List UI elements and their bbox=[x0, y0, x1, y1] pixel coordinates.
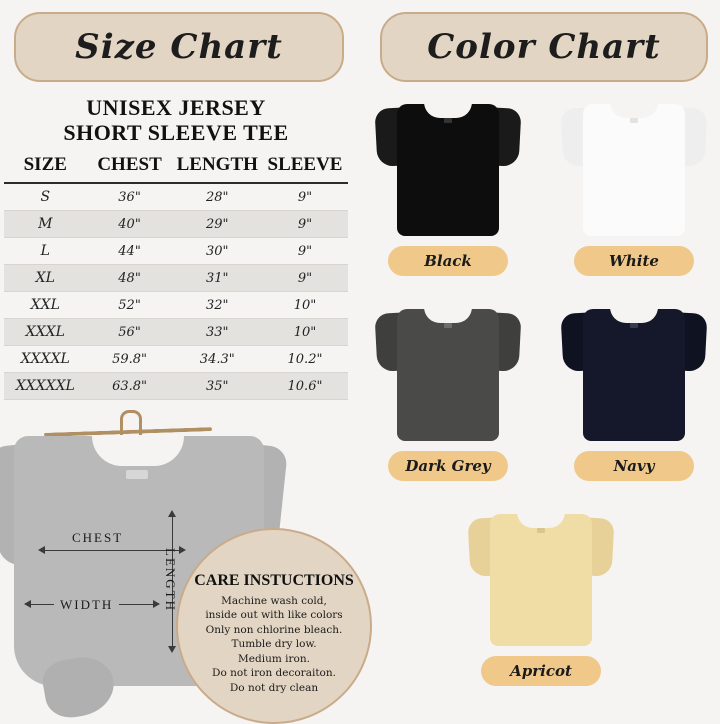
tshirt-torso bbox=[490, 514, 592, 646]
color-name-pill bbox=[574, 246, 694, 276]
chest-measure-line bbox=[42, 550, 182, 551]
care-instruction-line: Do not iron decoraiton. bbox=[212, 667, 336, 680]
cell-sleeve: 10" bbox=[262, 319, 348, 346]
table-row bbox=[4, 183, 348, 211]
cell-size: XXXXXL bbox=[4, 373, 87, 400]
color-option-white[interactable] bbox=[548, 96, 720, 286]
chest-arrow-right bbox=[179, 546, 186, 554]
cell-chest: 59.8" bbox=[87, 346, 173, 373]
column-header-chest: CHEST bbox=[87, 152, 173, 183]
cell-length: 30" bbox=[173, 238, 262, 265]
cell-sleeve: 10" bbox=[262, 292, 348, 319]
tshirt-torso bbox=[583, 309, 685, 441]
color-chart-banner bbox=[380, 12, 708, 82]
care-instruction-line: Tumble dry low. bbox=[231, 638, 317, 651]
column-header-size: SIZE bbox=[4, 152, 87, 183]
cell-chest: 56" bbox=[87, 319, 173, 346]
width-measure-label: WIDTH bbox=[54, 597, 119, 613]
table-row bbox=[4, 373, 348, 400]
product-title bbox=[0, 95, 352, 146]
cell-chest: 52" bbox=[87, 292, 173, 319]
cell-chest: 48" bbox=[87, 265, 173, 292]
shirt-brand-tag bbox=[126, 470, 148, 479]
tshirt-icon bbox=[562, 301, 706, 441]
cell-chest: 40" bbox=[87, 211, 173, 238]
cell-length: 34.3" bbox=[173, 346, 262, 373]
color-name-pill bbox=[388, 246, 508, 276]
cell-sleeve: 10.2" bbox=[262, 346, 348, 373]
cell-length: 32" bbox=[173, 292, 262, 319]
column-header-sleeve: SLEEVE bbox=[262, 152, 348, 183]
color-option-black[interactable] bbox=[362, 96, 534, 286]
color-option-navy[interactable] bbox=[548, 301, 720, 491]
color-options-grid bbox=[362, 96, 720, 716]
cell-size: M bbox=[4, 211, 87, 238]
cell-chest: 36" bbox=[87, 183, 173, 211]
color-name-label: Apricot bbox=[510, 662, 572, 680]
tshirt-icon bbox=[376, 96, 520, 236]
care-instruction-line: Medium iron. bbox=[238, 652, 310, 665]
chest-arrow-left bbox=[38, 546, 45, 554]
tshirt-icon bbox=[469, 506, 613, 646]
care-instruction-line: Only non chlorine bleach. bbox=[205, 623, 343, 636]
cell-size: XXXL bbox=[4, 319, 87, 346]
size-table bbox=[4, 152, 348, 400]
color-chart-title: Color Chart bbox=[427, 27, 661, 67]
tshirt-torso bbox=[397, 309, 499, 441]
cell-chest: 63.8" bbox=[87, 373, 173, 400]
color-option-apricot[interactable] bbox=[455, 506, 627, 696]
length-measure-label: LENGTH bbox=[163, 548, 178, 612]
width-arrow-right bbox=[153, 600, 160, 608]
color-name-pill bbox=[481, 656, 601, 686]
width-arrow-left bbox=[24, 600, 31, 608]
cell-size: XXXXL bbox=[4, 346, 87, 373]
tshirt-tag bbox=[444, 323, 452, 328]
color-name-label: Dark Grey bbox=[405, 457, 491, 475]
cell-sleeve: 9" bbox=[262, 265, 348, 292]
product-title-line-2: SHORT SLEEVE TEE bbox=[63, 120, 289, 146]
tshirt-tag bbox=[537, 528, 545, 533]
cell-length: 29" bbox=[173, 211, 262, 238]
cell-length: 31" bbox=[173, 265, 262, 292]
table-header-row bbox=[4, 152, 348, 183]
table-row bbox=[4, 292, 348, 319]
color-name-pill bbox=[574, 451, 694, 481]
cell-chest: 44" bbox=[87, 238, 173, 265]
tshirt-torso bbox=[583, 104, 685, 236]
cell-length: 33" bbox=[173, 319, 262, 346]
cell-size: S bbox=[4, 183, 87, 211]
size-chart-title: Size Chart bbox=[75, 27, 283, 67]
table-row bbox=[4, 238, 348, 265]
cell-size: XL bbox=[4, 265, 87, 292]
cell-size: L bbox=[4, 238, 87, 265]
care-instructions-title: CARE INSTUCTIONS bbox=[194, 572, 354, 589]
care-instruction-line: inside out with like colors bbox=[205, 609, 343, 622]
color-option-dark-grey[interactable] bbox=[362, 301, 534, 491]
tshirt-tag bbox=[444, 118, 452, 123]
length-arrow-bottom bbox=[168, 646, 176, 653]
tshirt-tag bbox=[630, 118, 638, 123]
color-name-label: Navy bbox=[613, 457, 655, 475]
cell-sleeve: 9" bbox=[262, 238, 348, 265]
cell-sleeve: 10.6" bbox=[262, 373, 348, 400]
color-name-label: White bbox=[609, 252, 659, 270]
length-arrow-top bbox=[168, 510, 176, 517]
tshirt-icon bbox=[562, 96, 706, 236]
cell-size: XXL bbox=[4, 292, 87, 319]
column-header-length: LENGTH bbox=[173, 152, 262, 183]
care-instructions-card bbox=[176, 528, 372, 724]
care-instruction-line: Do not dry clean bbox=[229, 681, 319, 694]
cell-length: 35" bbox=[173, 373, 262, 400]
size-chart-banner bbox=[14, 12, 344, 82]
table-row bbox=[4, 319, 348, 346]
cell-length: 28" bbox=[173, 183, 262, 211]
table-row bbox=[4, 211, 348, 238]
color-name-pill bbox=[388, 451, 508, 481]
product-title-line-1: UNISEX JERSEY bbox=[86, 95, 266, 120]
table-row bbox=[4, 265, 348, 292]
tshirt-icon bbox=[376, 301, 520, 441]
table-row bbox=[4, 346, 348, 373]
cell-sleeve: 9" bbox=[262, 211, 348, 238]
tshirt-torso bbox=[397, 104, 499, 236]
care-instruction-line: Machine wash cold, bbox=[221, 595, 327, 607]
color-name-label: Black bbox=[424, 252, 472, 270]
chest-measure-label: CHEST bbox=[66, 530, 129, 546]
tshirt-tag bbox=[630, 323, 638, 328]
cell-sleeve: 9" bbox=[262, 183, 348, 211]
